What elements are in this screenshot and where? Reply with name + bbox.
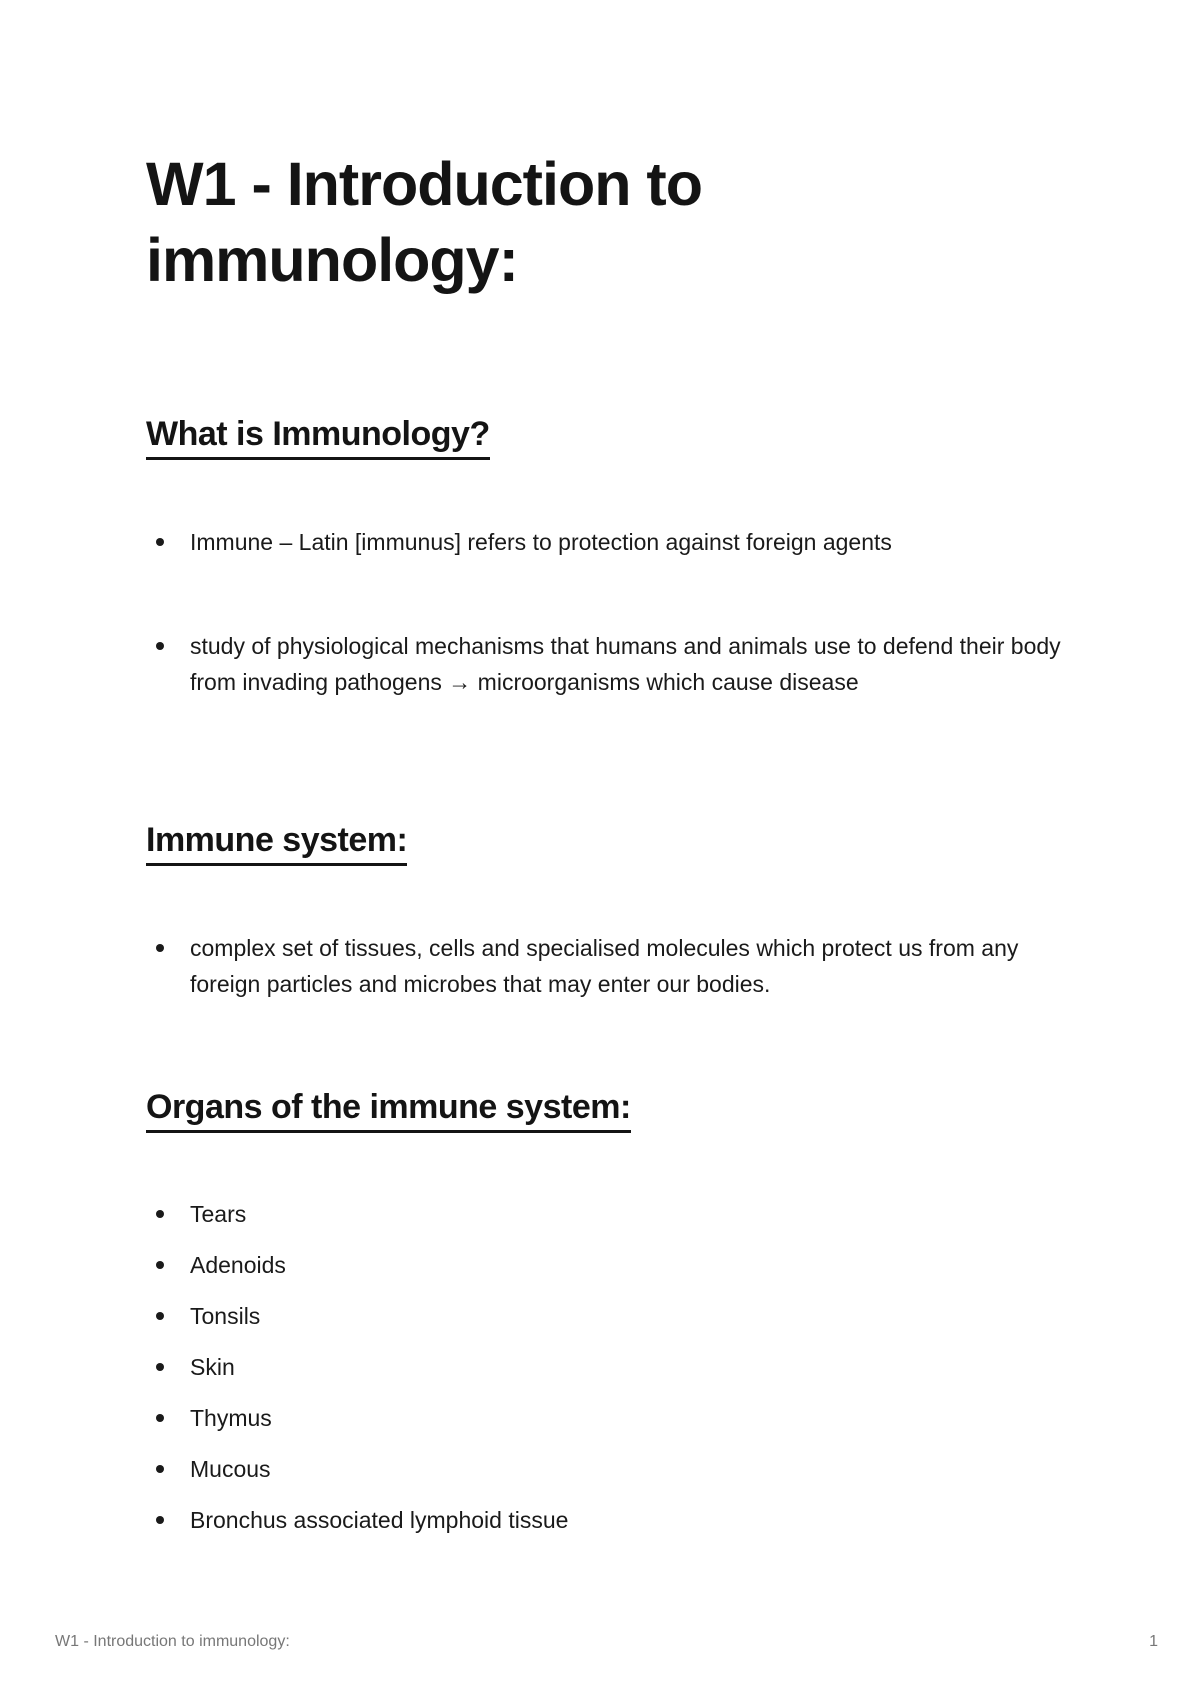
list-item [146,1247,1066,1283]
immune-system-list [146,930,1066,1017]
bullet-icon [156,1363,164,1371]
list-item-text: Tears [190,1201,247,1227]
list-item-text: Adenoids [190,1252,286,1278]
list-item-text: Immune – Latin [immunus] refers to protection against foreign agents [190,529,892,555]
section-heading-what-is-immunology: What is Immunology? [146,414,490,460]
list-item [146,1298,1066,1334]
bullet-icon [156,1414,164,1422]
what-is-immunology-list [146,524,1066,768]
list-item [146,1400,1066,1436]
list-item [146,1196,1066,1232]
page-number: 1 [1149,1633,1158,1650]
list-item [146,1451,1066,1487]
section-heading-immune-system: Immune system: [146,820,407,866]
bullet-icon [156,944,164,952]
list-item-text: Mucous [190,1456,271,1482]
list-item [146,1502,1066,1538]
list-item-text: Tonsils [190,1303,261,1329]
list-item [146,1349,1066,1385]
list-item-text: study of physiological mechanisms that humans and animals use to defend their body from invading pathogens → microorganisms which cause disease [190,633,1061,695]
organs-list [146,1196,1066,1553]
bullet-icon [156,642,164,650]
list-item [146,524,1066,560]
bullet-icon [156,1312,164,1320]
list-item [146,930,1066,1002]
list-item-text: Bronchus associated lymphoid tissue [190,1507,569,1533]
bullet-icon [156,538,164,546]
list-item-text: Skin [190,1354,235,1380]
bullet-icon [156,1516,164,1524]
list-item-text: complex set of tissues, cells and specialised molecules which protect us from any foreign particles and microbes that may enter our bodies. [190,935,1019,997]
list-item [146,628,1066,700]
bullet-icon [156,1465,164,1473]
bullet-icon [156,1210,164,1218]
bullet-icon [156,1261,164,1269]
section-heading-organs: Organs of the immune system: [146,1087,631,1133]
list-item-text: Thymus [190,1405,272,1431]
footer-title: W1 - Introduction to immunology: [55,1633,290,1650]
page-title: W1 - Introduction to immunology: [146,150,702,294]
